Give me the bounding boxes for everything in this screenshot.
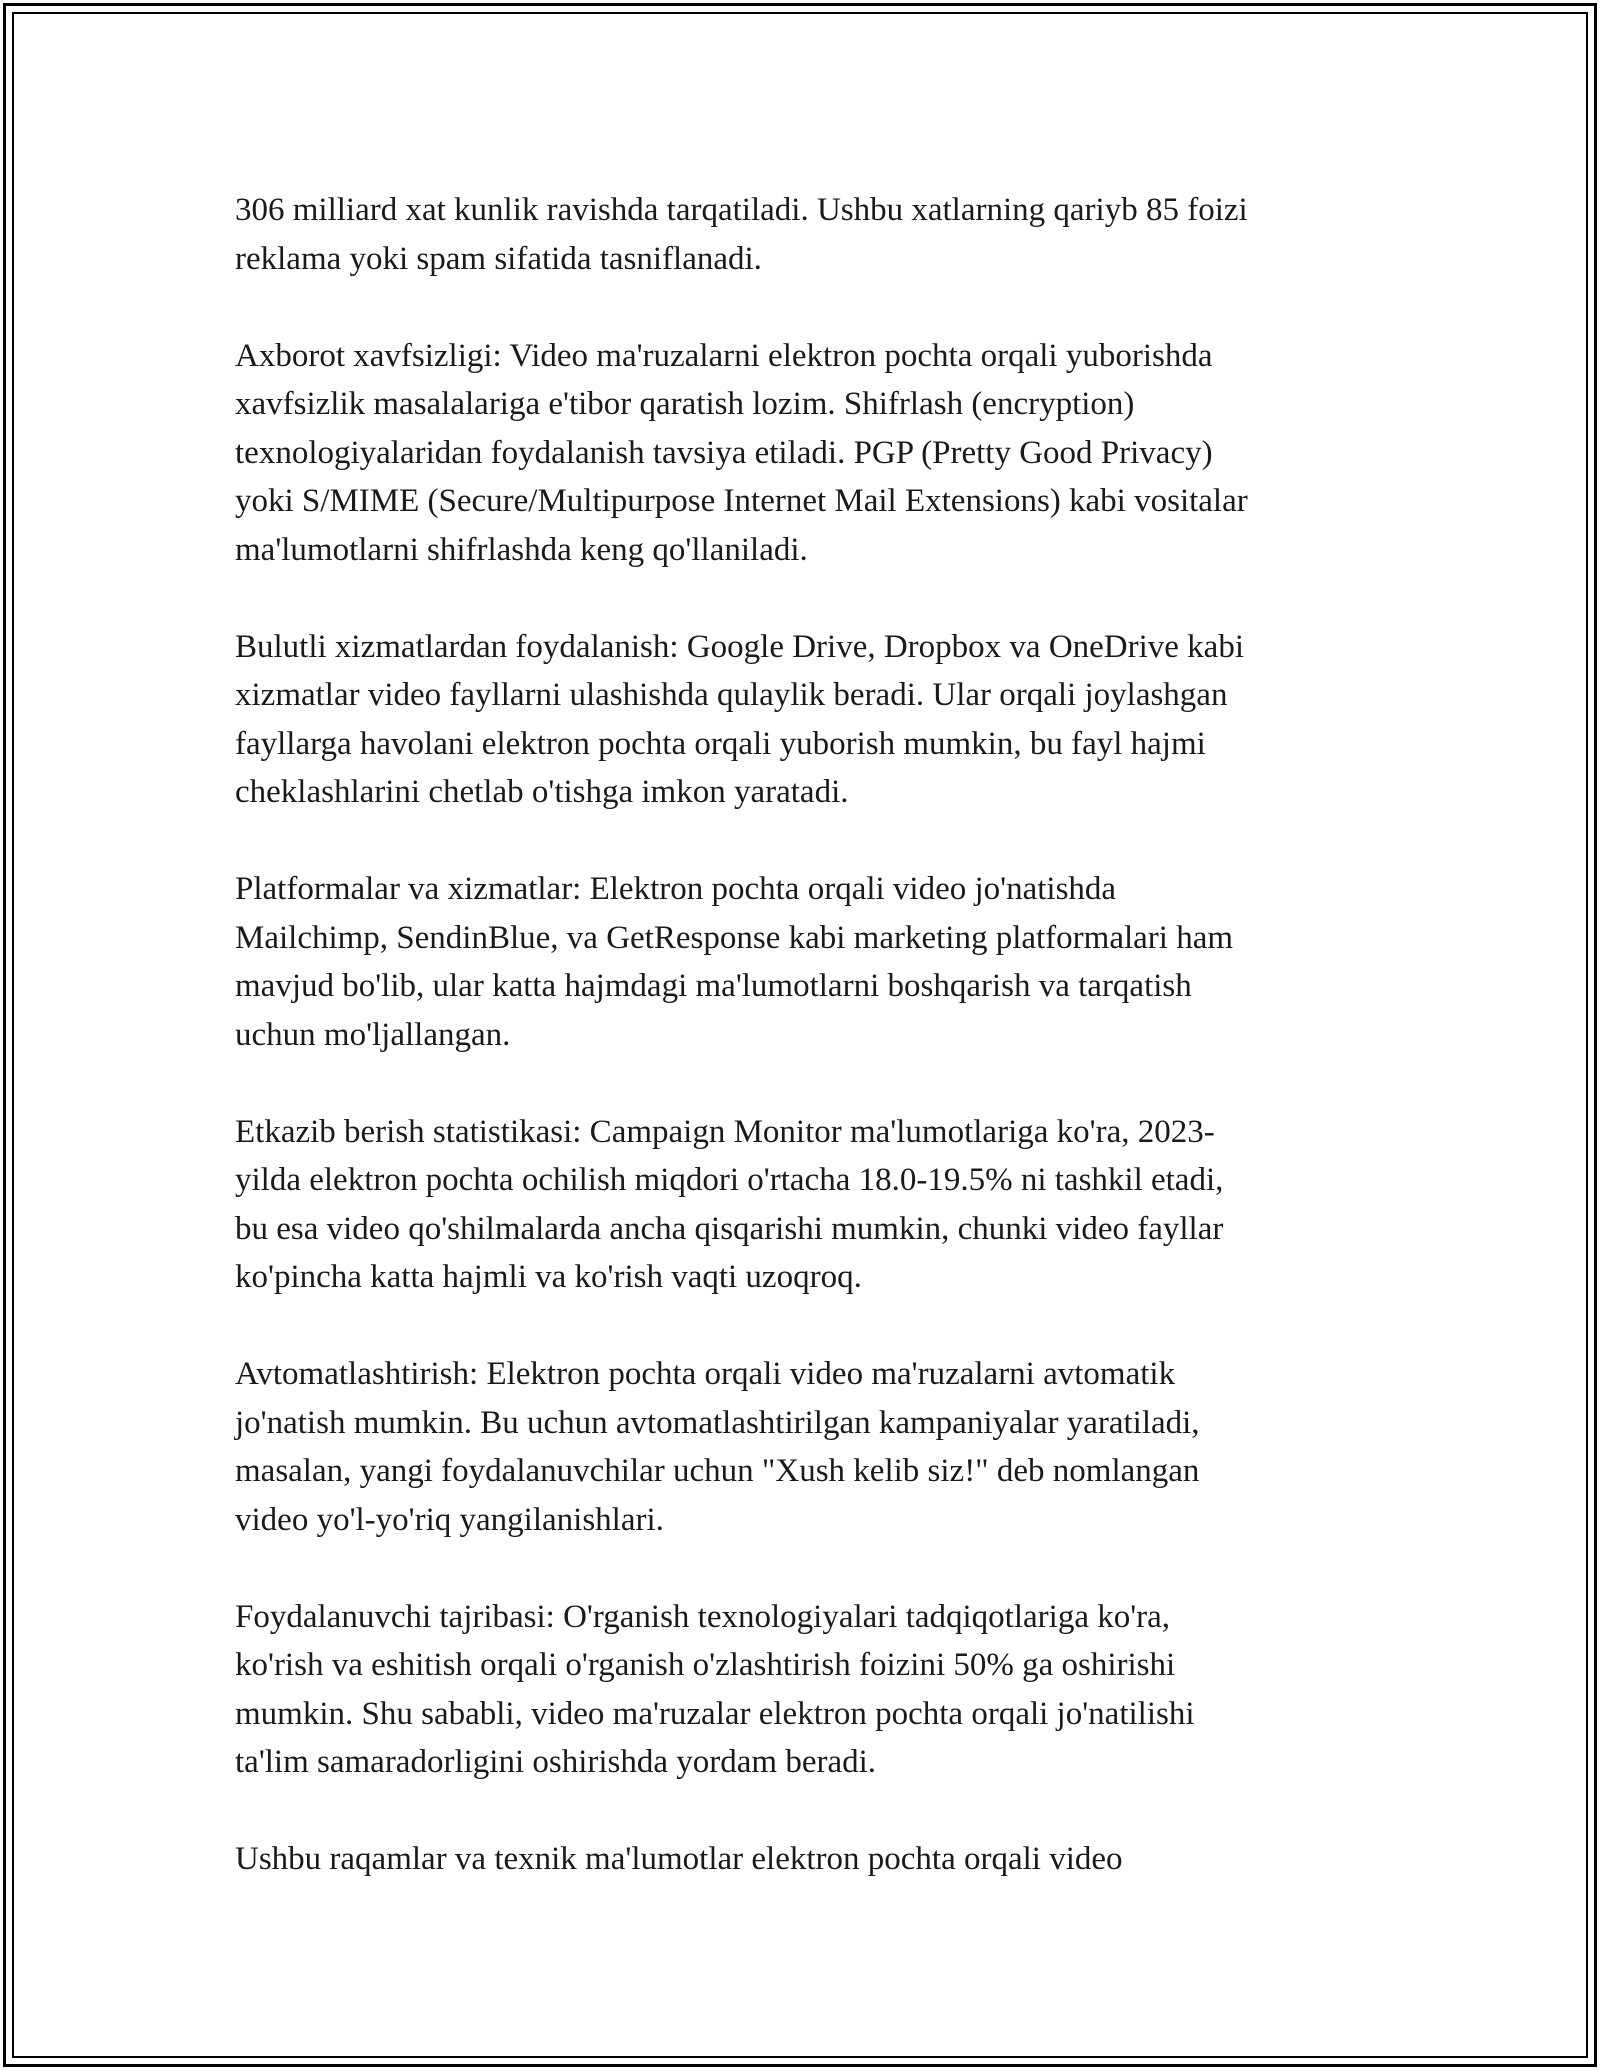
paragraph-cloud-services [235,623,1385,817]
text-line: ma'lumotlarni shifrlashda keng qo'llaniladi. [235,531,808,568]
text-line: Avtomatlashtirish: Elektron pochta orqali video ma'ruzalarni avtomatik [235,1356,1176,1392]
text-line: fayllarga havolani elektron pochta orqali yuborish mumkin, bu fayl hajmi [235,725,1206,762]
text-line: Foydalanuvchi tajribasi: O'rganish texnologiyalari tadqiqotlariga ko'ra, [235,1598,1171,1635]
text-line: mavjud bo'lib, ular katta hajmdagi ma'lumotlarni boshqarish va tarqatish [235,968,1192,1004]
paragraph-delivery-statistics [235,1108,1385,1302]
text-line: uchun mo'ljallangan. [235,1016,511,1053]
text-line: texnologiyalaridan foydalanish tavsiya etiladi. PGP (Pretty Good Privacy) [235,434,1213,471]
text-line: xavfsizlik masalalariga e'tibor qaratish lozim. Shifrlash (encryption) [235,386,1135,422]
text-line: yoki S/MIME (Secure/Multipurpose Internet Mail Extensions) kabi vositalar [235,483,1248,519]
paragraph-automation [235,1350,1385,1544]
text-line: video yo'l-yo'riq yangilanishlari. [235,1501,664,1538]
text-line: Mailchimp, SendinBlue, va GetResponse kabi marketing platformalari ham [235,919,1234,956]
text-line: reklama yoki spam sifatida tasniflanadi. [235,240,762,277]
text-line: Platformalar va xizmatlar: Elektron pochta orqali video jo'natishda [235,871,1117,907]
text-line: ko'rish va eshitish orqali o'rganish o'zlashtirish foizini 50% ga oshirishi [235,1647,1176,1683]
document-body [235,186,1385,1884]
text-line: cheklashlarini chetlab o'tishga imkon yaratadi. [235,774,849,810]
text-line: masalan, yangi foydalanuvchilar uchun "Xush kelib siz!" deb nomlangan [235,1453,1200,1489]
paragraph-user-experience [235,1593,1385,1787]
text-line: ko'pincha katta hajmli va ko'rish vaqti uzoqroq. [235,1259,862,1295]
paragraph-information-security [235,332,1385,575]
text-line: ta'lim samaradorligini oshirishda yordam beradi. [235,1744,877,1780]
text-line: bu esa video qo'shilmalarda ancha qisqarishi mumkin, chunki video fayllar [235,1210,1224,1247]
text-line: xizmatlar video fayllarni ulashishda qulaylik beradi. Ular orqali joylashgan [235,677,1228,713]
text-line: yilda elektron pochta ochilish miqdori o'rtacha 18.0-19.5% ni tashkil etadi, [235,1162,1224,1198]
text-line: mumkin. Shu sababli, video ma'ruzalar elektron pochta orqali jo'natilishi [235,1695,1195,1732]
text-line: Axborot xavfsizligi: Video ma'ruzalarni elektron pochta orqali yuborishda [235,337,1213,374]
text-line: Etkazib berish statistikasi: Campaign Monitor ma'lumotlariga ko'ra, 2023- [235,1113,1215,1150]
text-line: 306 milliard xat kunlik ravishda tarqatiladi. Ushbu xatlarning qariyb 85 foizi [235,192,1248,228]
text-line: Ushbu raqamlar va texnik ma'lumotlar elektron pochta orqali video [235,1841,1123,1877]
paragraph-closing [235,1835,1385,1884]
text-line: Bulutli xizmatlardan foydalanish: Google Drive, Dropbox va OneDrive kabi [235,628,1244,665]
paragraph-email-volume [235,186,1385,283]
paragraph-platforms [235,865,1385,1059]
text-line: jo'natish mumkin. Bu uchun avtomatlashtirilgan kampaniyalar yaratiladi, [235,1404,1200,1441]
